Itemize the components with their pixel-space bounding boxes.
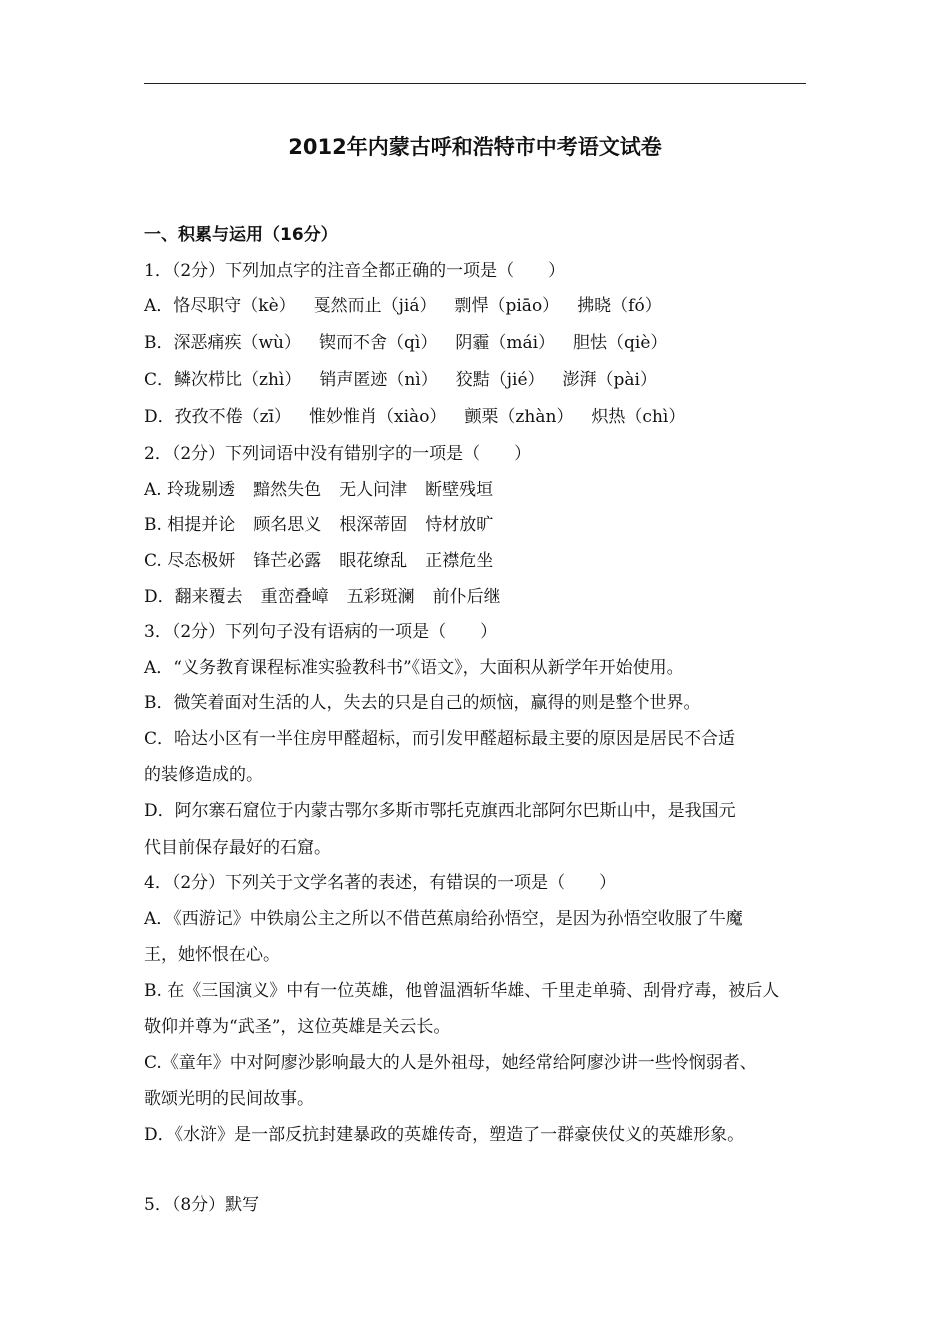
header-rule (144, 83, 806, 84)
question-1-stem: 1．（2分）下列加点字的注音全都正确的一项是（ ） (144, 261, 566, 281)
question-2-option-b: B. 相提并论 顾名思义 根深蒂固 恃材放旷 (144, 515, 494, 535)
question-4-option-c-cont: 歌颂光明的民间故事。 (144, 1089, 314, 1109)
question-4-option-b-cont: 敬仰并尊为“武圣”，这位英雄是关云长。 (144, 1017, 451, 1037)
question-3-option-b: B．微笑着面对生活的人，失去的只是自己的烦恼，赢得的则是整个世界。 (144, 693, 701, 713)
question-4-option-a: A．《西游记》中铁扇公主之所以不借芭蕉扇给孙悟空，是因为孙悟空收服了牛魔 (144, 909, 743, 929)
question-4-option-a-cont: 王，她怀恨在心。 (144, 945, 280, 965)
section-heading: 一、积累与运用（16分） (144, 225, 338, 245)
question-3-option-d-cont: 代目前保存最好的石窟。 (144, 838, 331, 858)
question-5-stem: 5．（8分）默写 (144, 1195, 260, 1215)
question-2-option-d: D．翻来覆去 重峦叠嶂 五彩斑澜 前仆后继 (144, 587, 501, 607)
question-1-option-b: B．深恶痛疾（wù） 锲而不舍（qì） 阴霾（mái） 胆怯（qiè） (144, 333, 668, 353)
question-3-option-a: A．“义务教育课程标准实验教科书”《语文》，大面积从新学年开始使用。 (144, 658, 684, 678)
question-3-option-c-cont: 的装修造成的。 (144, 765, 263, 785)
question-4-option-d: D．《水浒》是一部反抗封建暴政的英雄传奇，塑造了一群豪侠仗义的英雄形象。 (144, 1125, 745, 1145)
question-1-option-d: D．孜孜不倦（zī） 惟妙惟肖（xiào） 颤栗（zhàn） 炽热（chì） (144, 407, 686, 427)
question-4-option-c: C.《童年》中对阿廖沙影响最大的人是外祖母，她经常给阿廖沙讲一些怜悯弱者、 (144, 1053, 757, 1073)
page-title: 2012年内蒙古呼和浩特市中考语文试卷 (288, 135, 662, 159)
question-2-option-c: C. 尽态极妍 锋芒必露 眼花缭乱 正襟危坐 (144, 551, 494, 571)
question-3-stem: 3．（2分）下列句子没有语病的一项是（ ） (144, 622, 498, 642)
question-4-stem: 4．（2分）下列关于文学名著的表述，有错误的一项是（ ） (144, 873, 617, 893)
question-2-option-a: A. 玲珑剔透 黯然失色 无人问津 断壁残垣 (144, 480, 494, 500)
question-1-option-c: C．鳞次栉比（zhì） 销声匿迹（nì） 狡黠（jié） 澎湃（pài） (144, 370, 657, 390)
question-4-option-b: B. 在《三国演义》中有一位英雄，他曾温酒斩华雄、千里走单骑、刮骨疗毒，被后人 (144, 981, 780, 1001)
question-2-stem: 2．（2分）下列词语中没有错别字的一项是（ ） (144, 444, 532, 464)
question-1-option-a: A．恪尽职守（kè） 戛然而止（jiá） 剽悍（piāo） 拂晓（fó） (144, 296, 662, 316)
question-3-option-d: D．阿尔寨石窟位于内蒙古鄂尔多斯市鄂托克旗西北部阿尔巴斯山中，是我国元 (144, 801, 736, 821)
question-3-option-c: C．哈达小区有一半住房甲醛超标，而引发甲醛超标最主要的原因是居民不合适 (144, 729, 736, 749)
